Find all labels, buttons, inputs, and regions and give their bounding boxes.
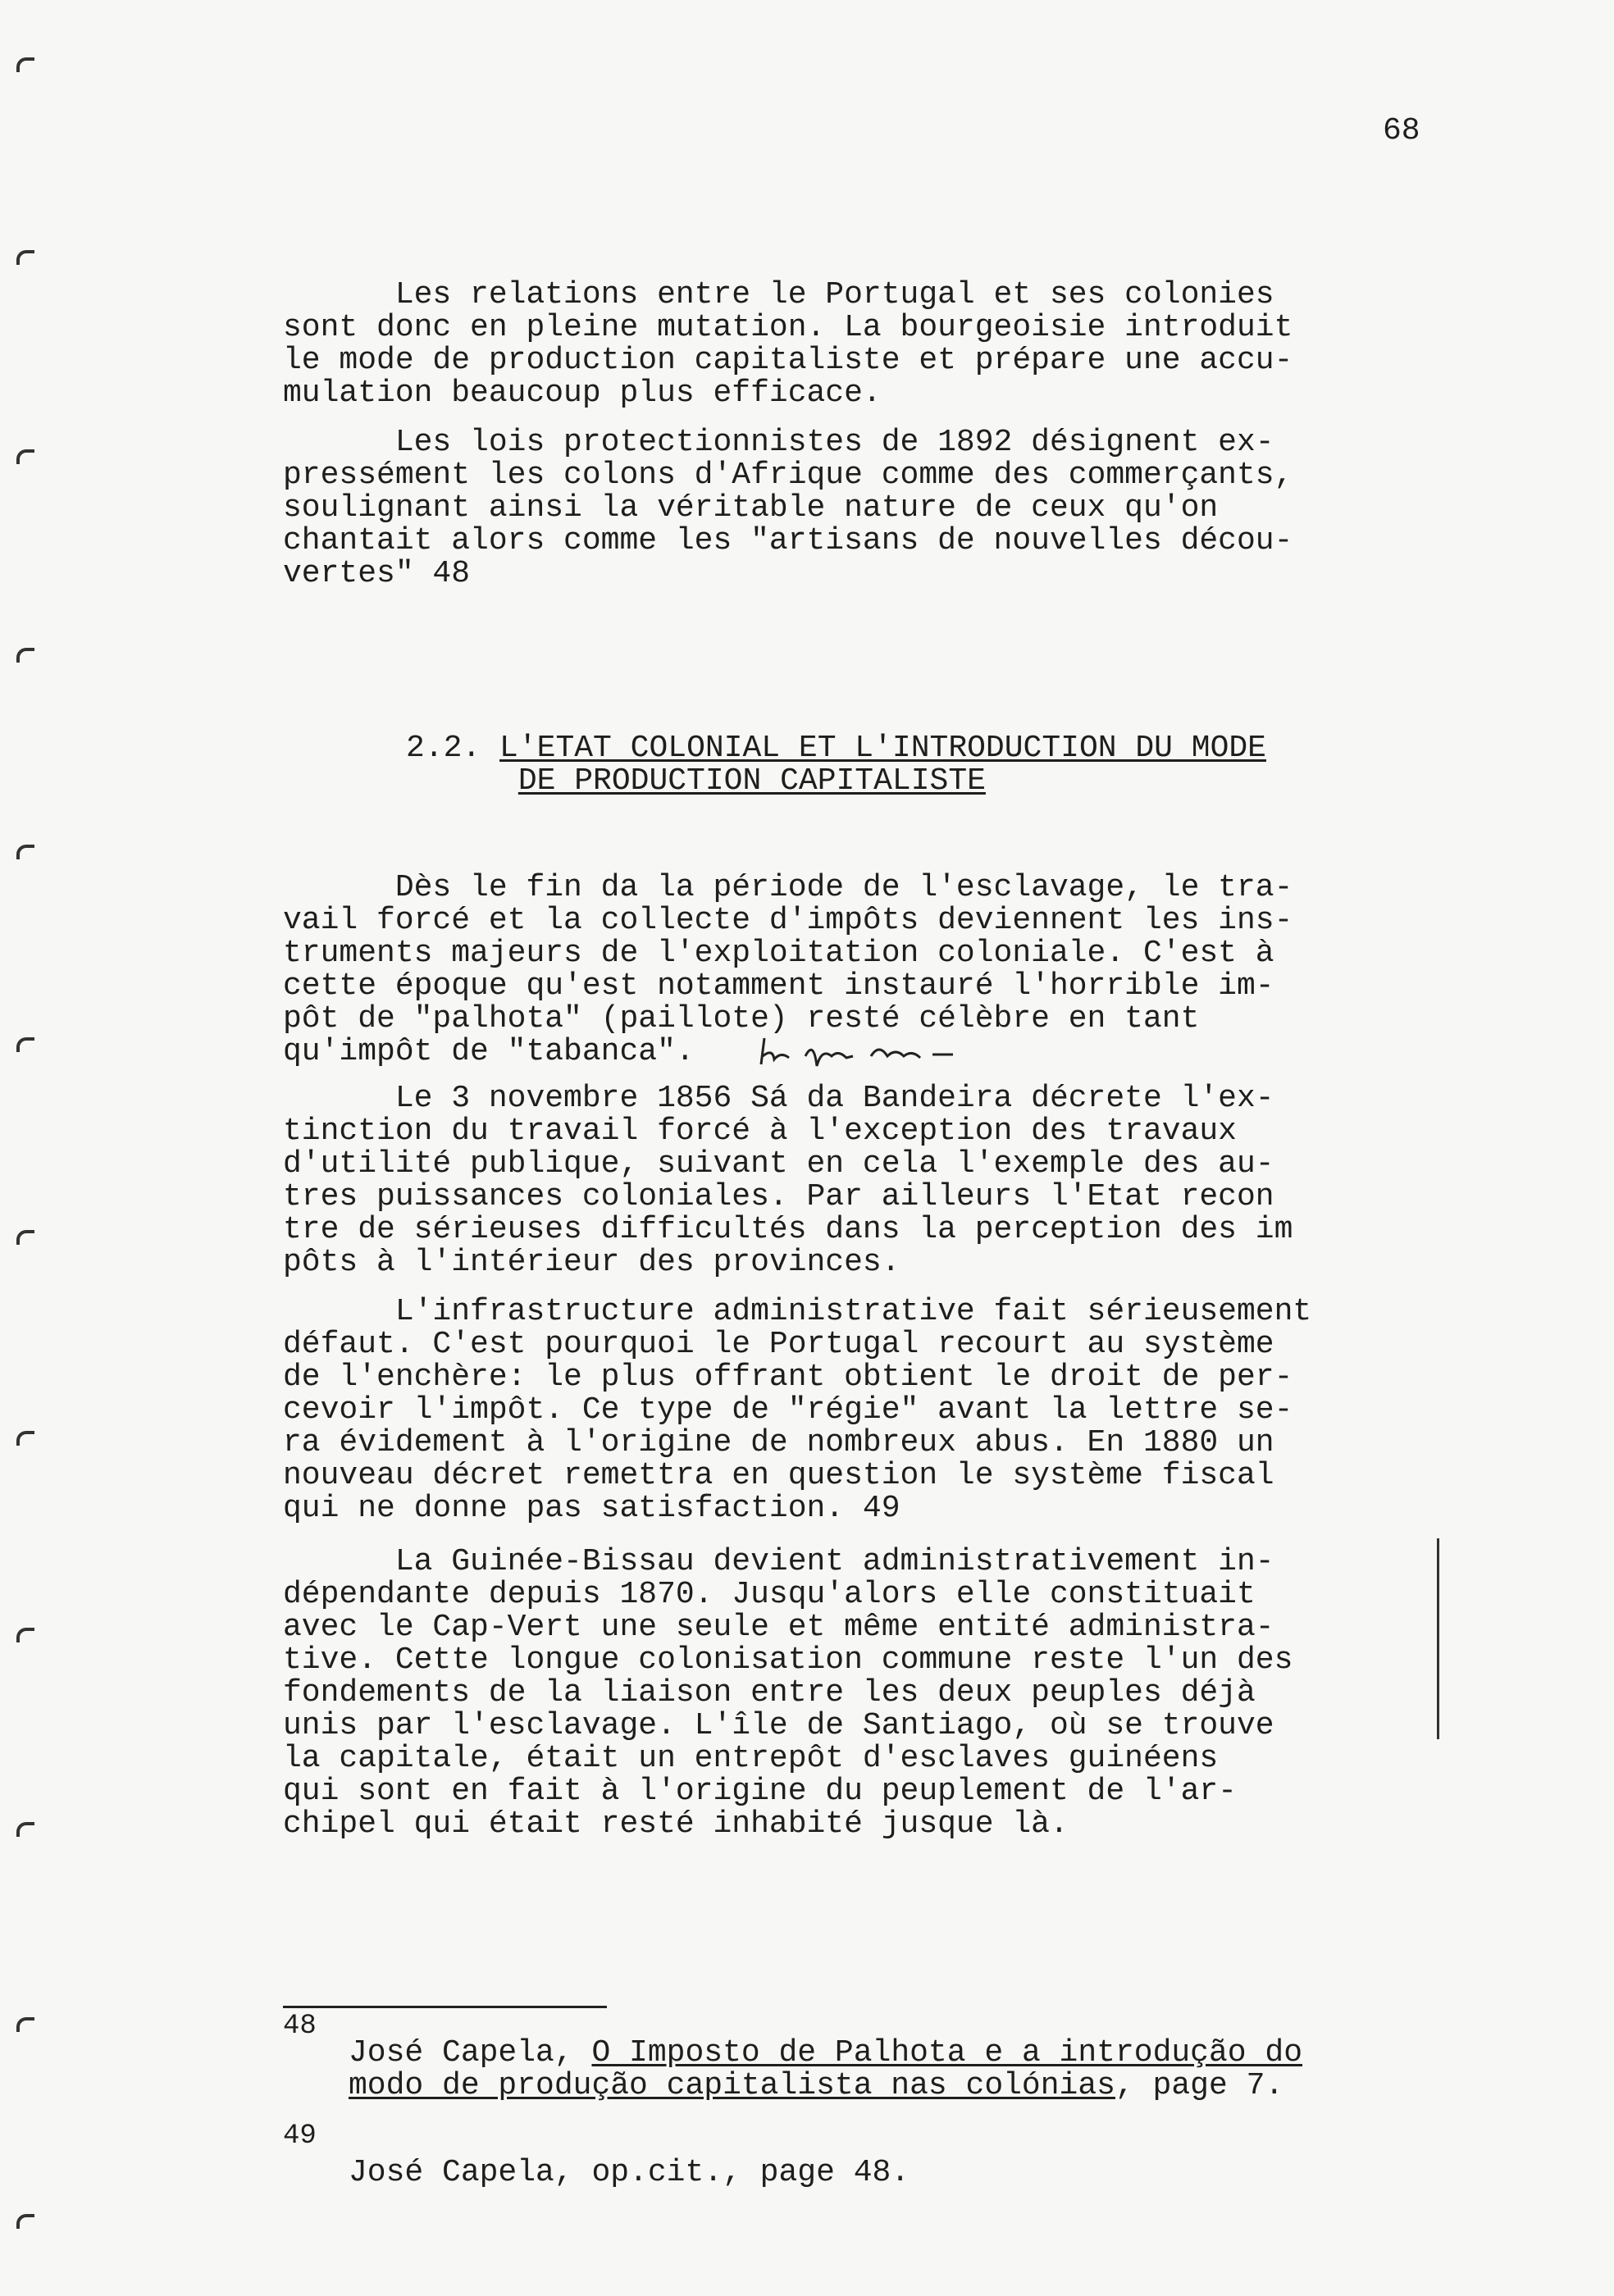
text-line: qui ne donne pas satisfaction. 49 [283,1491,900,1526]
text-line: cette époque qu'est notamment instauré l'horrible im- [283,968,1274,1004]
text-line: unis par l'esclavage. L'île de Santiago, où se trouve [283,1708,1274,1743]
text-line: le mode de production capitaliste et prépare une accu- [283,343,1293,378]
text-line: dépendante depuis 1870. Jusqu'alors elle constituait [283,1577,1256,1612]
text-line: Les lois protectionnistes de 1892 désignent ex- [283,425,1274,460]
text-line: pressément les colons d'Afrique comme des commerçants, [283,458,1293,493]
handwritten-annotation [756,1032,1019,1073]
binding-mark [16,845,34,859]
binding-mark [16,449,34,464]
text-line: tres puissances coloniales. Par ailleurs l'Etat recon [283,1179,1274,1214]
text-line: tive. Cette longue colonisation commune reste l'un des [283,1642,1293,1678]
footnote-49: José Capela, op.cit., page 48. [349,2155,910,2190]
footnote-title: modo de produção capitalista nas colónias [349,2068,1115,2103]
footnote-rule [283,2006,607,2008]
binding-mark [16,648,34,663]
text-line: avec le Cap-Vert une seule et même entité administra- [283,1610,1274,1645]
text-line: truments majeurs de l'exploitation coloniale. C'est à [283,936,1274,971]
section-number: 2.2. [406,731,481,766]
paragraph-5 [283,1296,1311,1525]
margin-mark [1437,1538,1439,1739]
text-line: tinction du travail forcé à l'exception des travaux [283,1114,1237,1149]
binding-mark [16,1230,34,1245]
text-line: fondements de la liaison entre les deux peuples déjà [283,1675,1256,1711]
footnote-number: 49 [283,2121,317,2152]
text-line: pôt de "palhota" (paillote) resté célèbre en tant [283,1001,1200,1036]
paragraph-2 [283,426,1293,590]
text-line: pôts à l'intérieur des provinces. [283,1245,900,1280]
text-line: L'infrastructure administrative fait sérieusement [283,1294,1312,1329]
text-line: vail forcé et la collecte d'impôts deviennent les ins- [283,903,1293,938]
text-line: mulation beaucoup plus efficace. [283,376,882,411]
text-line: Les relations entre le Portugal et ses colonies [283,277,1274,312]
binding-mark [16,1822,34,1837]
page-number: 68 [1383,113,1420,148]
text-line: chipel qui était resté inhabité jusque là. [283,1806,1069,1842]
text-line: défaut. C'est pourquoi le Portugal recourt au système [283,1327,1274,1362]
section-title-line2: DE PRODUCTION CAPITALISTE [517,763,986,799]
binding-mark [16,2017,34,2032]
text-line: tre de sérieuses difficultés dans la perception des im [283,1212,1293,1247]
text-line: vertes" 48 [283,556,471,591]
footnote-number: 48 [283,2011,317,2042]
text-line: cevoir l'impôt. Ce type de "régie" avant la lettre se- [283,1392,1293,1428]
binding-mark [16,1037,34,1052]
paragraph-1 [283,279,1293,410]
text-line: chantait alors comme les "artisans de nouvelles décou- [283,523,1293,558]
text-line: la capitale, était un entrepôt d'esclaves guinéens [283,1741,1219,1776]
text-line: qu'impôt de "tabanca". [283,1034,695,1069]
binding-mark [16,1431,34,1446]
text-line: sont donc en pleine mutation. La bourgeoisie introduit [283,310,1293,345]
binding-mark [16,250,34,265]
text-line: La Guinée-Bissau devient administrativement in- [283,1544,1274,1579]
text-line: nouveau décret remettra en question le système fiscal [283,1458,1274,1493]
binding-mark [16,57,34,72]
text-line: qui sont en fait à l'origine du peuplement de l'ar- [283,1774,1237,1809]
section-title-line1: L'ETAT COLONIAL ET L'INTRODUCTION DU MODE [499,731,1266,766]
text-line: d'utilité publique, suivant en cela l'exemple des au- [283,1146,1274,1182]
text-line: ra évidement à l'origine de nombreux abus. En 1880 un [283,1425,1274,1460]
binding-mark [16,1628,34,1642]
text-line: Dès le fin da la période de l'esclavage, le tra- [283,870,1293,905]
paragraph-6 [283,1546,1293,1841]
footnote-48: José Capela, O Imposto de Palhota e a introdução do modo de produção capitalista nas colónias, page 7. [349,2035,1302,2103]
text-line: soulignant ainsi la véritable nature de ceux qu'on [283,490,1219,526]
section-heading [406,732,1266,798]
footnote-title: O Imposto de Palhota e a introdução do [591,2035,1302,2070]
binding-mark [16,2214,34,2229]
paragraph-4 [283,1082,1293,1279]
text-line: de l'enchère: le plus offrant obtient le droit de per- [283,1360,1293,1395]
text-line: Le 3 novembre 1856 Sá da Bandeira décrete l'ex- [283,1081,1274,1116]
